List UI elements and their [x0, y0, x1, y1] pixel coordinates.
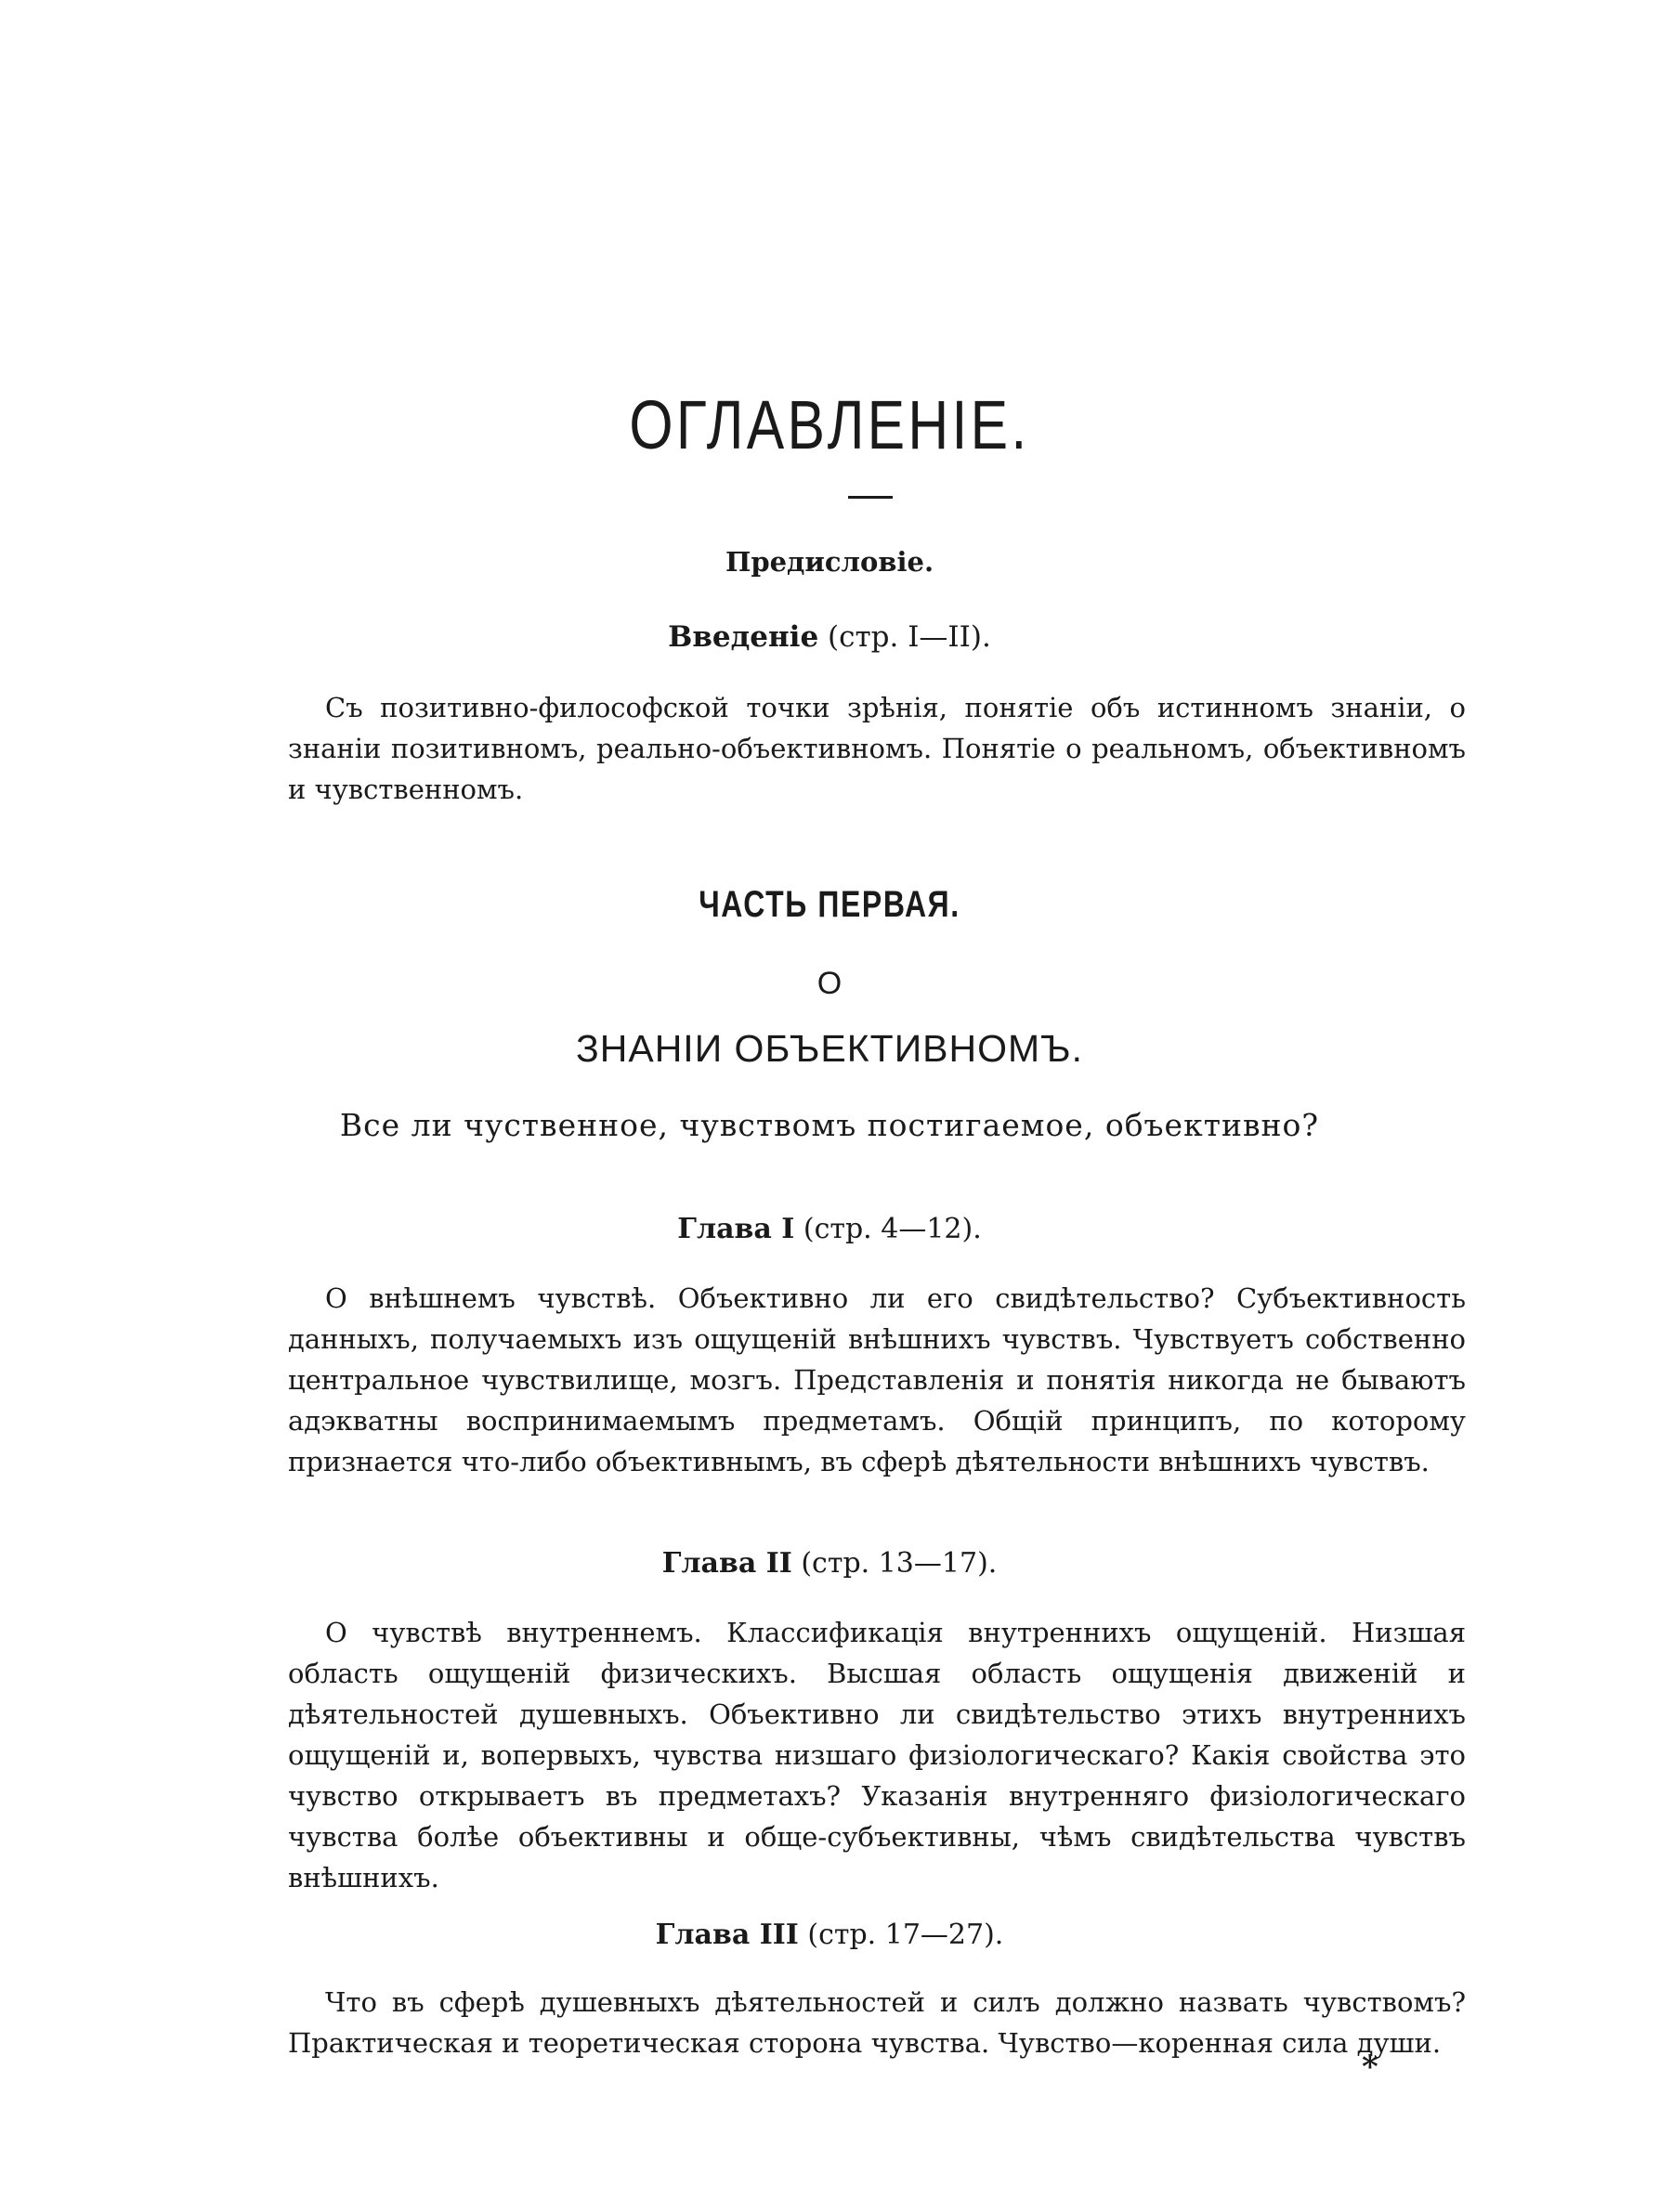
preface-heading: Предисловіе.	[725, 546, 934, 578]
chapter-3-text: Что въ сферѣ душевныхъ дѣятельностей и силъ должно назвать чувствомъ? Практическая и теоретическая сторона чувства. Чувство—коренная сила души.	[288, 1986, 1466, 2059]
introduction-label: Введеніе	[668, 620, 819, 654]
part-one-question: Все ли чуственное, чувствомъ постигаемое, объективно?	[339, 1107, 1320, 1143]
chapter-2-text: О чувствѣ внутреннемъ. Классификація внутреннихъ ощущеній. Низшая область ощущеній физическихъ. Высшая область ощущенія движеній и дѣятельностей душевныхъ. Объективно ли свидѣтельство этихъ внутреннихъ ощущеній и, вопервыхъ, чувства низшаго физіологическаго? Какія свойства это чувство открываетъ въ предметахъ? Указанія внутренняго физіологическаго чувства болѣе объективны и обще-субъективны, чѣмъ свидѣтельства чувствъ внѣшнихъ.	[288, 1617, 1466, 1893]
chapter-3-label: Глава III	[655, 1919, 799, 1951]
chapter-2-heading	[0, 1547, 1659, 1580]
chapter-3-pages: (стр. 17—27).	[807, 1919, 1004, 1951]
part-one-preposition: О	[816, 966, 843, 1001]
chapter-1-label: Глава I	[677, 1213, 795, 1245]
page-title: ОГЛАВЛЕНІЕ.	[629, 386, 1030, 463]
chapter-3-heading	[0, 1919, 1659, 1951]
chapter-2-pages: (стр. 13—17).	[801, 1547, 998, 1580]
signature-mark: *	[1362, 2049, 1378, 2086]
introduction-pages: (стр. I—II).	[828, 620, 991, 654]
introduction-text: Съ позитивно-философской точки зрѣнія, понятіе объ истинномъ знаніи, о знаніи позитивномъ, реально-объективномъ. Понятіе о реальномъ, объективномъ и чувственномъ.	[288, 692, 1466, 805]
chapter-2-label: Глава II	[661, 1547, 792, 1580]
chapter-1-pages: (стр. 4—12).	[803, 1213, 982, 1245]
chapter-1-text: О внѣшнемъ чувствѣ. Объективно ли его свидѣтельство? Субъективность данныхъ, получаемыхъ изъ ощущеній внѣшнихъ чувствъ. Чувствуетъ собственно центральное чувствилище, мозгъ. Представленія и понятія никогда не бываютъ адэкватны воспринимаемымъ предметамъ. Общій принципъ, по которому признается что-либо объективнымъ, въ сферѣ дѣятельности внѣшнихъ чувствъ.	[288, 1282, 1466, 1477]
chapter-1-heading	[0, 1213, 1659, 1245]
part-one-title: ЧАСТЬ ПЕРВАЯ.	[699, 884, 960, 925]
part-one-subject: ЗНАНІИ ОБЪЕКТИВНОМЪ.	[575, 1027, 1084, 1070]
title-divider	[848, 496, 893, 499]
introduction-heading	[0, 620, 1659, 654]
